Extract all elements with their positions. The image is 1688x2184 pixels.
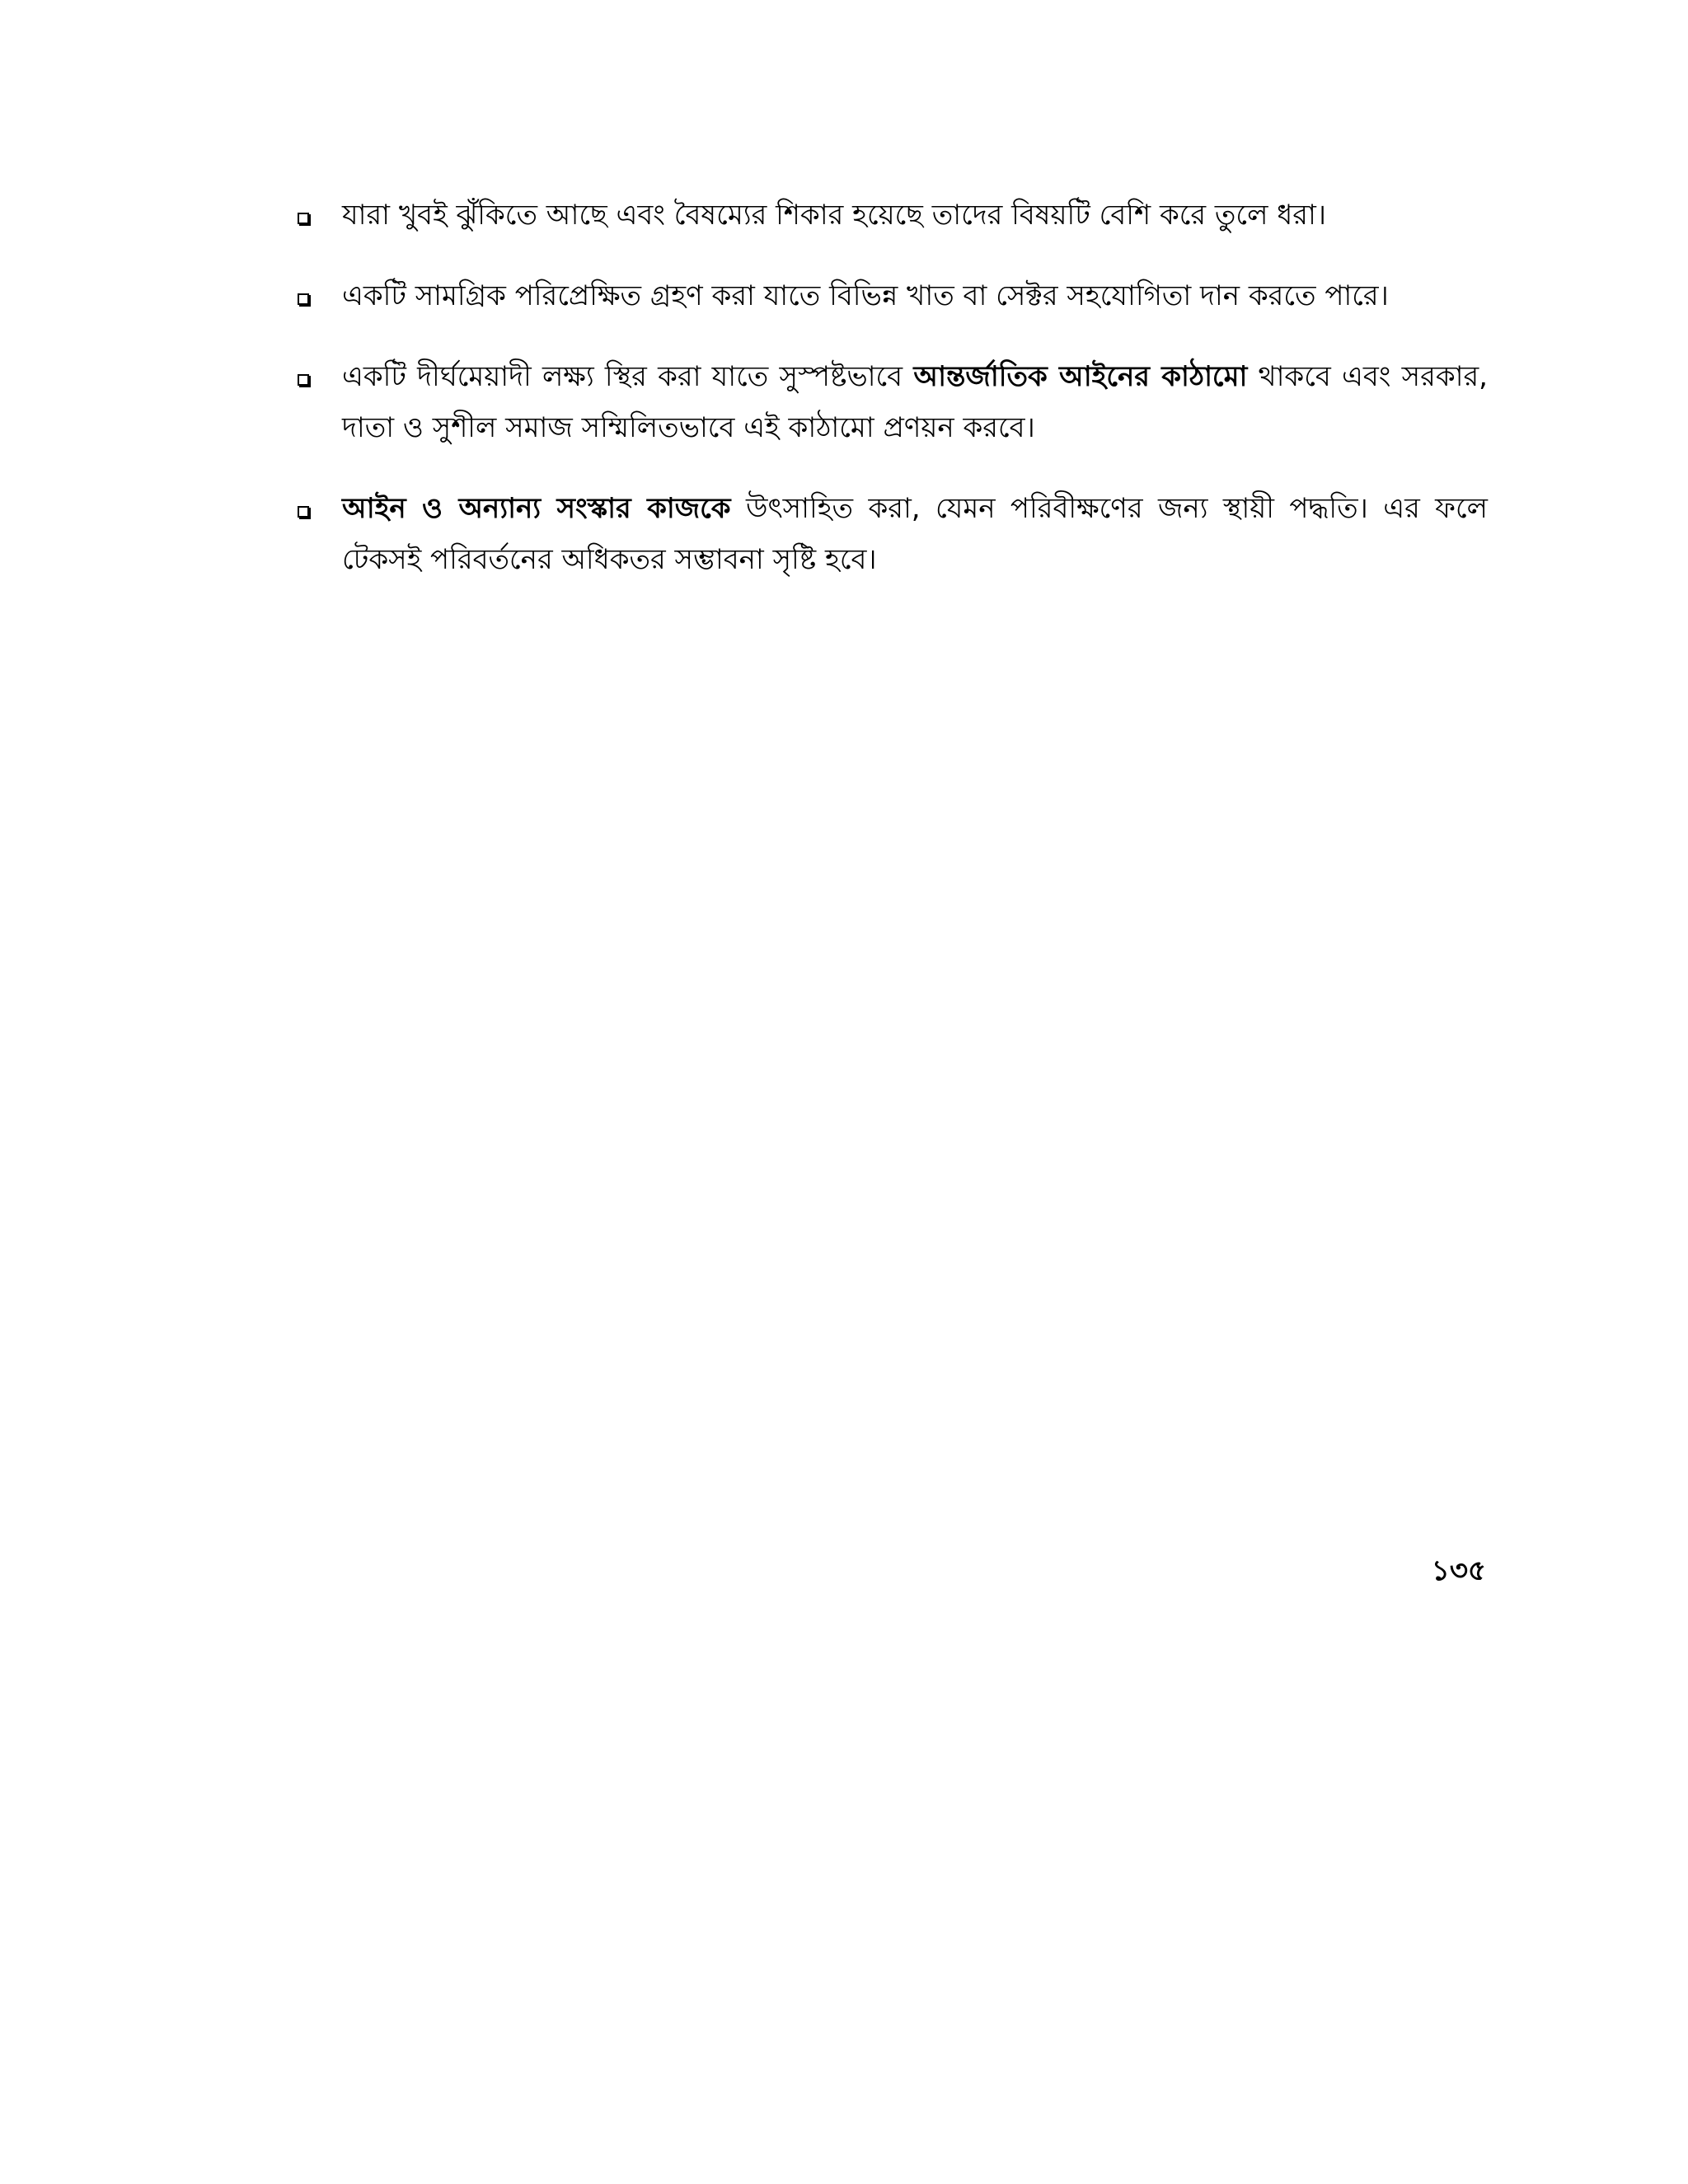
page-number: ১৩৫ bbox=[1431, 1554, 1486, 1587]
list-item bbox=[293, 483, 1488, 585]
list-item bbox=[293, 190, 1488, 241]
list-item bbox=[293, 270, 1488, 321]
list-item bbox=[293, 351, 1488, 453]
checkbox-bullet-icon bbox=[298, 293, 309, 305]
item-text-continued: উৎসাহিত করা, যেমন পরিবীক্ষণের জন্য স্থায়ী পদ্ধতি। এর ফলে টেকসই পরিবর্তনের অধিকতর সম্ভাবনা সৃষ্টি হবে। bbox=[342, 492, 1488, 576]
item-text: একটি সামগ্রিক পরিপ্রেক্ষিত গ্রহণ করা যাতে বিভিন্ন খাত বা সেক্টর সহযোগিতা দান করতে পারে। bbox=[342, 279, 1389, 312]
item-text-continued: থাকবে এবং সরকার, দাতা ও সুশীল সমাজ সম্মিলিতভাবে এই কাঠামো প্রণয়ন করবে। bbox=[342, 360, 1488, 444]
checkbox-bullet-icon bbox=[298, 213, 309, 224]
bullet-list bbox=[293, 190, 1488, 615]
checkbox-bullet-icon bbox=[298, 374, 309, 386]
item-text: একটি দীর্ঘমেয়াদী লক্ষ্য স্থির করা যাতে সুস্পষ্টভাবে bbox=[342, 360, 914, 393]
item-bold-text: আইন ও অন্যান্য সংস্কার কাজকে bbox=[342, 492, 731, 525]
item-bold-text: আন্তর্জাতিক আইনের কাঠামো bbox=[913, 360, 1248, 393]
checkbox-bullet-icon bbox=[298, 506, 309, 518]
item-text: যারা খুবই ঝুঁকিতে আছে এবং বৈষম্যের শিকার হয়েছে তাদের বিষয়টি বেশি করে তুলে ধরা। bbox=[342, 199, 1327, 232]
